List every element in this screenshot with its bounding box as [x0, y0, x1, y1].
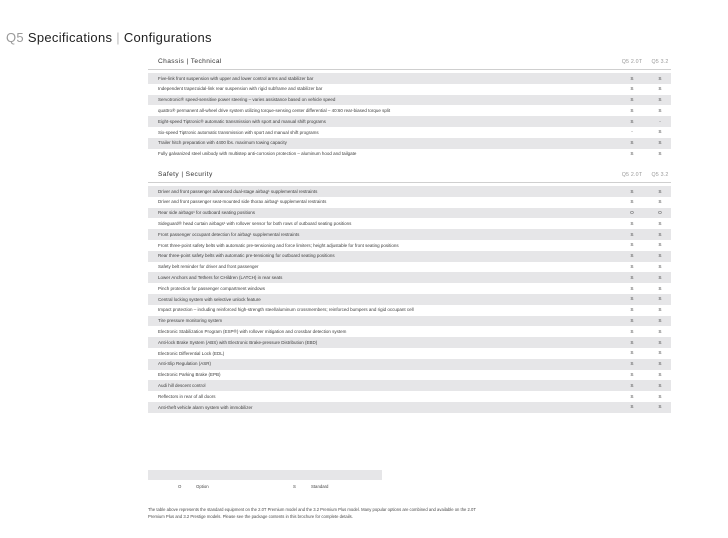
table-row	[148, 105, 671, 116]
value-q5-20t: S	[630, 296, 634, 302]
value-q5-20t: S	[630, 253, 634, 259]
table-row	[148, 149, 671, 160]
value-q5-32: S	[658, 296, 662, 302]
value-q5-20t: S	[630, 151, 634, 157]
footnote: The table above represents the standard equipment on the 2.0T Premium model and the 3.2 Premium Plus model. Many popular options are combined and available on the 2.0T Premium Plus and 3.2 Prestige models. Please see the package contents in this brochure for complete details.	[148, 507, 476, 519]
table-row	[148, 197, 671, 208]
value-q5-32: S	[658, 350, 662, 356]
chassis-rows	[148, 73, 671, 159]
value-q5-32: S	[658, 328, 662, 334]
table-row	[148, 370, 671, 381]
value-q5-32: S	[658, 75, 662, 81]
value-q5-20t: S	[630, 264, 634, 270]
legend-standard-key: S	[293, 484, 296, 489]
value-q5-20t: S	[630, 372, 634, 378]
value-q5-20t: S	[630, 361, 634, 367]
value-q5-20t: -	[631, 129, 633, 135]
safety-header	[148, 170, 671, 183]
value-q5-20t: S	[630, 242, 634, 248]
table-row	[148, 326, 671, 337]
feature-label: Anti-Slip Regulation (ASR)	[158, 361, 212, 367]
value-q5-32: S	[658, 361, 662, 367]
table-row	[148, 84, 671, 95]
value-q5-20t: S	[630, 404, 634, 410]
value-q5-32: S	[658, 140, 662, 146]
value-q5-32: S	[658, 199, 662, 205]
column-header-q5-32: Q5 3.2	[651, 59, 669, 65]
column-header-q5-32: Q5 3.2	[651, 172, 669, 178]
value-q5-20t: S	[630, 307, 634, 313]
value-q5-20t: S	[630, 220, 634, 226]
safety-section	[148, 170, 671, 413]
table-row	[148, 391, 671, 402]
feature-label: Front passenger occupant detection for airbag¹ supplemental restraints	[158, 231, 300, 237]
table-row	[148, 348, 671, 359]
table-row	[148, 95, 671, 106]
table-row	[148, 240, 671, 251]
value-q5-32: S	[658, 372, 662, 378]
feature-label: Six-speed Tiptronic automatic transmission with sport and manual shift programs	[158, 129, 319, 135]
feature-label: Fully galvanized steel unibody with multistep anti-corrosion protection – aluminum hood and tailgate	[158, 151, 357, 157]
table-row	[148, 251, 671, 262]
value-q5-20t: S	[630, 382, 634, 388]
value-q5-32: S	[658, 318, 662, 324]
table-row	[148, 262, 671, 273]
feature-label: Electronic Differential Lock (EDL)	[158, 350, 225, 356]
feature-label: Sideguard® head curtain airbags¹ with rollover sensor for both rows of outboard seating positions	[158, 221, 352, 227]
table-row	[148, 294, 671, 305]
title-main: Specifications	[27, 30, 113, 45]
value-q5-32: S	[658, 188, 662, 194]
value-q5-20t: S	[630, 199, 634, 205]
value-q5-20t: S	[630, 274, 634, 280]
title-sub: Configurations	[123, 30, 212, 45]
value-q5-20t: S	[630, 339, 634, 345]
chassis-header	[148, 57, 671, 70]
value-q5-32: -	[659, 118, 661, 124]
value-q5-32: S	[658, 231, 662, 237]
feature-label: Rear side airbags¹ for outboard seating positions	[158, 210, 256, 216]
table-row	[148, 402, 671, 413]
feature-label: Eight-speed Tiptronic® automatic transmission with sport and manual shift programs	[158, 118, 326, 124]
column-header-q5-20t: Q5 2.0T	[621, 59, 643, 65]
page-title	[6, 30, 212, 45]
title-separator: |	[116, 30, 120, 45]
value-q5-32: S	[658, 264, 662, 270]
value-q5-20t: S	[630, 231, 634, 237]
chassis-section	[148, 57, 671, 159]
feature-label: Tire pressure monitoring system	[158, 318, 223, 324]
value-q5-20t: S	[630, 86, 634, 92]
value-q5-32: S	[658, 253, 662, 259]
value-q5-32: S	[658, 129, 662, 135]
value-q5-32: S	[658, 307, 662, 313]
feature-label: Impact protection – including reinforced high-strength steel/aluminum crossmembers; reinforced bumpers and rigid occupant cell	[158, 307, 414, 313]
feature-label: Front three-point safety belts with automatic pre-tensioning and force limiters; height adjustable for front seating positions	[158, 242, 399, 248]
table-row	[148, 305, 671, 316]
value-q5-32: S	[658, 97, 662, 103]
legend-option-key: O	[178, 484, 182, 489]
safety-rows	[148, 186, 671, 413]
feature-label: Electronic Parking Brake (EPB)	[158, 372, 221, 378]
table-row	[148, 127, 671, 138]
value-q5-32: S	[658, 242, 662, 248]
table-row	[148, 337, 671, 348]
model-label: Q5	[6, 30, 24, 45]
table-row	[148, 73, 671, 84]
table-row	[148, 359, 671, 370]
value-q5-32: S	[658, 107, 662, 113]
value-q5-20t: O	[630, 210, 634, 216]
feature-label: Electronic Stabilization Program (ESP®) with rollover mitigation and crossbar detection system	[158, 329, 347, 335]
feature-label: Driver and front passenger seat-mounted side thorax airbag¹ supplemental restraints	[158, 199, 327, 205]
column-header-q5-20t: Q5 2.0T	[621, 172, 643, 178]
feature-label: Pinch protection for passenger compartment windows	[158, 285, 266, 291]
value-q5-32: S	[658, 86, 662, 92]
value-q5-32: S	[658, 393, 662, 399]
feature-label: Safety belt reminder for driver and front passenger	[158, 264, 259, 270]
feature-label: Anti-lock Brake System (ABS) with Electronic Brake-pressure Distribution (EBD)	[158, 339, 318, 345]
value-q5-20t: S	[630, 140, 634, 146]
legend-option-label: Option	[196, 484, 209, 489]
table-row	[148, 272, 671, 283]
value-q5-20t: S	[630, 285, 634, 291]
table-row	[148, 218, 671, 229]
value-q5-32: O	[658, 210, 662, 216]
table-row	[148, 229, 671, 240]
feature-label: Central locking system with selective unlock feature	[158, 296, 261, 302]
table-row	[148, 283, 671, 294]
feature-label: quattro® permanent all-wheel drive system utilizing torque-sensing center differential – 40:60 rear-biased torque split	[158, 108, 391, 114]
value-q5-20t: S	[630, 97, 634, 103]
legend	[148, 470, 382, 494]
table-row	[148, 138, 671, 149]
feature-label: Trailer hitch preparation with 4400 lbs. maximum towing capacity	[158, 140, 287, 146]
feature-label: Driver and front passenger advanced dual-stage airbag¹ supplemental restraints	[158, 188, 318, 194]
value-q5-20t: S	[630, 350, 634, 356]
feature-label: Anti-theft vehicle alarm system with immobilizer	[158, 404, 253, 410]
value-q5-32: S	[658, 220, 662, 226]
value-q5-20t: S	[630, 118, 634, 124]
value-q5-20t: S	[630, 75, 634, 81]
table-row	[148, 316, 671, 327]
feature-label: Audi hill descent control	[158, 383, 206, 389]
value-q5-32: S	[658, 285, 662, 291]
value-q5-32: S	[658, 382, 662, 388]
value-q5-32: S	[658, 151, 662, 157]
feature-label: Servotronic® speed-sensitive power steering – varies assistance based on vehicle speed	[158, 97, 336, 103]
safety-title: Safety | Security	[158, 171, 213, 178]
feature-label: Lower Anchors and Tethers for CHildren (LATCH) in rear seats	[158, 275, 283, 281]
feature-label: Five-link front suspension with upper and lower control arms and stabilizer bar	[158, 75, 314, 81]
value-q5-20t: S	[630, 107, 634, 113]
value-q5-32: S	[658, 404, 662, 410]
chassis-title: Chassis | Technical	[158, 58, 222, 65]
value-q5-20t: S	[630, 393, 634, 399]
table-row	[148, 186, 671, 197]
feature-label: Reflectors in rear of all doors	[158, 393, 216, 399]
legend-bar	[148, 470, 382, 480]
table-row	[148, 116, 671, 127]
value-q5-32: S	[658, 339, 662, 345]
value-q5-20t: S	[630, 188, 634, 194]
value-q5-32: S	[658, 274, 662, 280]
value-q5-20t: S	[630, 328, 634, 334]
value-q5-20t: S	[630, 318, 634, 324]
legend-standard-label: Standard	[311, 484, 329, 489]
table-row	[148, 208, 671, 219]
feature-label: Rear three-point safety belts with automatic pre-tensioning for outboard seating positions	[158, 253, 335, 259]
feature-label: Independent trapezoidal-link rear suspension with rigid subframe and stabilizer bar	[158, 86, 323, 92]
table-row	[148, 380, 671, 391]
